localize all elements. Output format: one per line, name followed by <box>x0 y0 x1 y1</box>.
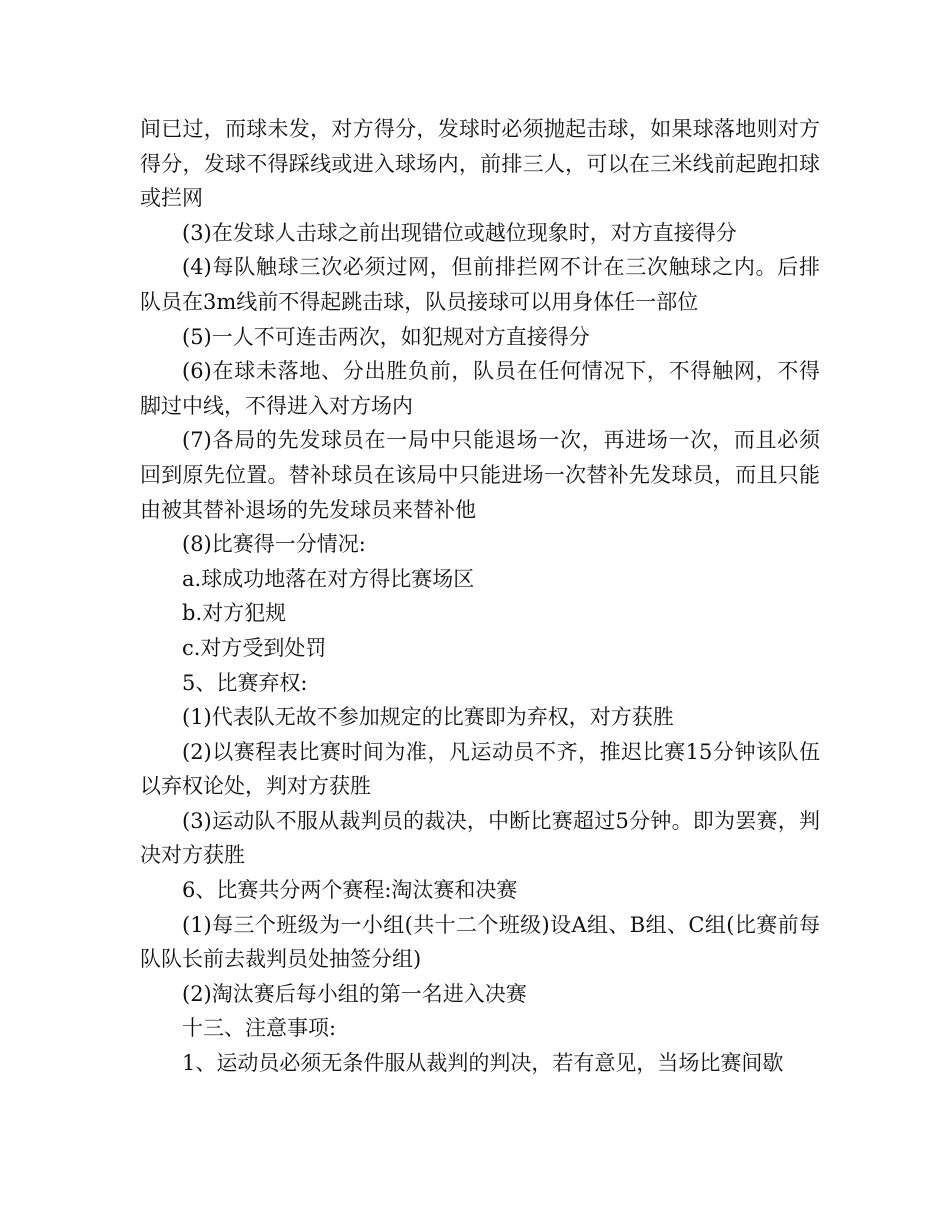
paragraph-8: a.球成功地落在对方得比赛场区 <box>182 566 475 591</box>
paragraph-19: 1、运动员必须无条件服从裁判的判决，若有意见，当场比赛间歇 <box>182 1051 784 1076</box>
paragraph-17: (2)淘汰赛后每小组的第一名进入决赛 <box>182 981 527 1006</box>
paragraph-10: c.对方受到处罚 <box>182 635 327 660</box>
paragraph-6: (7)各局的先发球员在一局中只能退场一次，再进场一次，而且必须回到原先位置。替补球员在该局中只能进场一次替补先发球员，而且只能由被其替补退场的先发球员来替补他 <box>140 428 820 522</box>
paragraph-9: b.对方犯规 <box>182 601 287 626</box>
paragraph-16: (1)每三个班级为一小组(共十二个班级)设A组、B组、C组(比赛前每队队长前去裁判员处抽签分组) <box>140 912 820 972</box>
paragraph-13: (2)以赛程表比赛时间为准，凡运动员不齐，推迟比赛15分钟该队伍以弃权论处，判对方获胜 <box>140 739 820 799</box>
paragraph-11: 5、比赛弃权: <box>182 670 308 695</box>
paragraph-15: 6、比赛共分两个赛程:淘汰赛和决赛 <box>182 878 518 903</box>
paragraph-5: (6)在球未落地、分出胜负前，队员在任何情况下，不得触网，不得脚过中线，不得进入对方场内 <box>140 359 820 418</box>
paragraph-2: (3)在发球人击球之前出现错位或越位现象时，对方直接得分 <box>182 220 737 245</box>
paragraph-3: (4)每队触球三次必须过网，但前排拦网不计在三次触球之内。后排队员在3m线前不得起跳击球，队员接球可以用身体任一部位 <box>140 255 820 314</box>
paragraph-7: (8)比赛得一分情况: <box>182 532 366 557</box>
paragraph-4: (5)一人不可连击两次，如犯规对方直接得分 <box>182 324 590 349</box>
paragraph-14: (3)运动队不服从裁判员的裁决，中断比赛超过5分钟。即为罢赛，判决对方获胜 <box>140 808 820 868</box>
paragraph-18: 十三、注意事项: <box>182 1016 337 1041</box>
paragraph-1: 间已过，而球未发，对方得分，发球时必须抛起击球，如果球落地则对方得分，发球不得踩线或进入球场内，前排三人，可以在三米线前起跑扣球或拦网 <box>140 117 820 211</box>
paragraph-12: (1)代表队无故不参加规定的比赛即为弃权，对方获胜 <box>182 705 674 730</box>
